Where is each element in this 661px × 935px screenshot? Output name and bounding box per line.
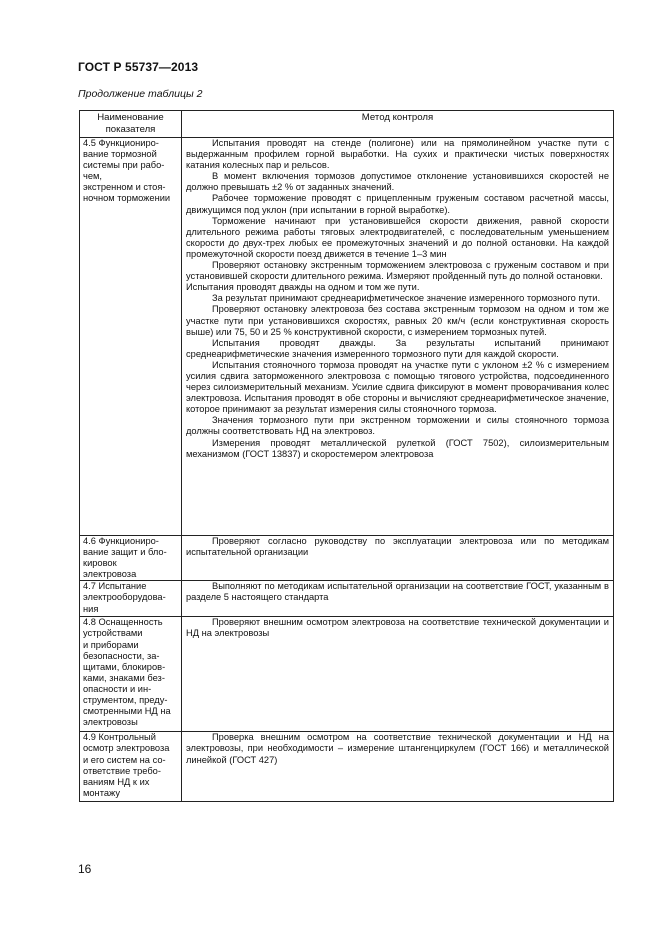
table-row [80,138,614,536]
method-paragraph: Выполняют по методикам испытательной организации на соответствие ГОСТ, указанным в разделе 5 настоящего стандарта [186,581,609,603]
table-row [80,536,614,581]
method-paragraph: Измерения проводят металлической рулеткой (ГОСТ 7502), силоизмерительным механизмом (ГОСТ 13837) и скоростемером электровоза [186,437,609,459]
control-method-cell [182,581,614,617]
page-number: 16 [78,862,92,876]
table-row [80,732,614,802]
table-header-row [80,111,614,138]
control-method-cell [182,138,614,536]
method-paragraph: Испытания проводят дважды на одном и том же пути. [186,282,420,293]
column-header-method: Метод контроля [182,111,614,138]
table-continuation-label: Продолжение таблицы 2 [78,88,203,100]
control-method-cell [182,617,614,732]
standard-code: ГОСТ Р 55737—2013 [78,60,199,74]
column-header-indicator: Наименование показателя [80,111,182,138]
method-paragraph: Испытания проводят на стенде (полигоне) или на прямолинейном участке пути с выдержанным профилем горной выработки. На сухих и практически чистых поверхностях катания колесных пар и рельсов. [186,138,609,171]
method-paragraph: Рабочее торможение проводят с прицепленным груженым составом расчетной массы, движущимся под уклон (при испытании в горной выработке). [186,193,609,215]
method-paragraph: Испытания проводят дважды. За результаты испытаний принимают среднеарифметические значения измеренного тормозного пути для каждой скорости. [186,337,609,359]
method-paragraph: В момент включения тормозов допустимое отклонение установившихся скоростей не должно превышать ±2 % от заданных значений. [186,171,609,193]
indicator-name: 4.5 Функциониро- вание тормозной системы при рабо- чем, экстренном и стоя- ночном торможении [83,138,171,204]
method-paragraph: Проверяют остановку экстренным торможением электровоза с груженым составом и при установившей скорости длительного режима. Измеряют пройденный путь до полной остановки. [186,260,609,282]
method-paragraph: Испытания стояночного тормоза проводят на участке пути с уклоном ±2 % с измерением усилия сдвига заторможенного электровоза с помощью тягового устройства, подсоединенного через силоизмерительный механизм. Усилие сдвига фиксируют в момент проворачивания колес электровоза. Испытания проводят в обе стороны и вычисляют среднеарифметическое значение, которое принимают за результат измерения силы стояночного тормоза. [186,359,609,415]
table-row [80,617,614,732]
indicator-name-cell [80,581,182,617]
method-paragraph: Проверяют внешним осмотром электровоза на соответствие технической документации и НД на электровозы [186,617,609,639]
control-method-cell [182,536,614,581]
indicator-name: 4.7 Испытание электрооборудова- ния [83,581,166,614]
indicator-name: 4.6 Функциониро- вание защит и бло- кировок электровоза [83,536,167,580]
method-paragraph: Торможение начинают при установившейся скорости движения, равной скорости длительного режима работы тяговых электродвигателей, с последовательным уменьшением скорости до двух-трех любых ее промежуточных значений и до полной остановки. На каждой промежуточной скорости поезд движется в течение 1–3 мин [186,215,609,259]
method-paragraph: Проверяют согласно руководству по эксплуатации электровоза или по методикам испытательной организации [186,536,609,558]
method-paragraph: Проверка внешним осмотром на соответствие технической документации и НД на электровозы, при необходимости – измерение штангенциркулем (ГОСТ 166) и металлической линейкой (ГОСТ 427) [186,732,609,765]
table-row [80,581,614,617]
test-methods-table [79,110,614,802]
method-paragraph: Проверяют остановку электровоза без состава экстренным тормозом на одном и том же участке пути при установившихся скоростях, равных 20 км/ч (если конструктивная скорость выше) или 75, 50 и 25 % конструктивной скорости, с измерением тормозных путей. [186,304,609,337]
indicator-name-cell [80,732,182,802]
table-body [80,138,614,802]
indicator-name: 4.8 Оснащенность устройствами и приборами безопасности, за- щитами, блокиров- ками, знаками без- опасности и ин- струментом, преду- смотренными НД на электровозы [83,617,171,728]
method-paragraph: Значения тормозного пути при экстренном торможении и силы стояночного тормоза должны соответствовать НД на электровоз. [186,415,609,437]
indicator-name-cell [80,617,182,732]
indicator-name-cell [80,138,182,536]
indicator-name-cell [80,536,182,581]
control-method-cell [182,732,614,802]
method-paragraph: За результат принимают среднеарифметическое значение измеренного тормозного пути. [212,293,601,304]
indicator-name: 4.9 Контрольный осмотр электровоза и его систем на со- ответствие требо- ваниям НД к их монтажу [83,732,170,798]
